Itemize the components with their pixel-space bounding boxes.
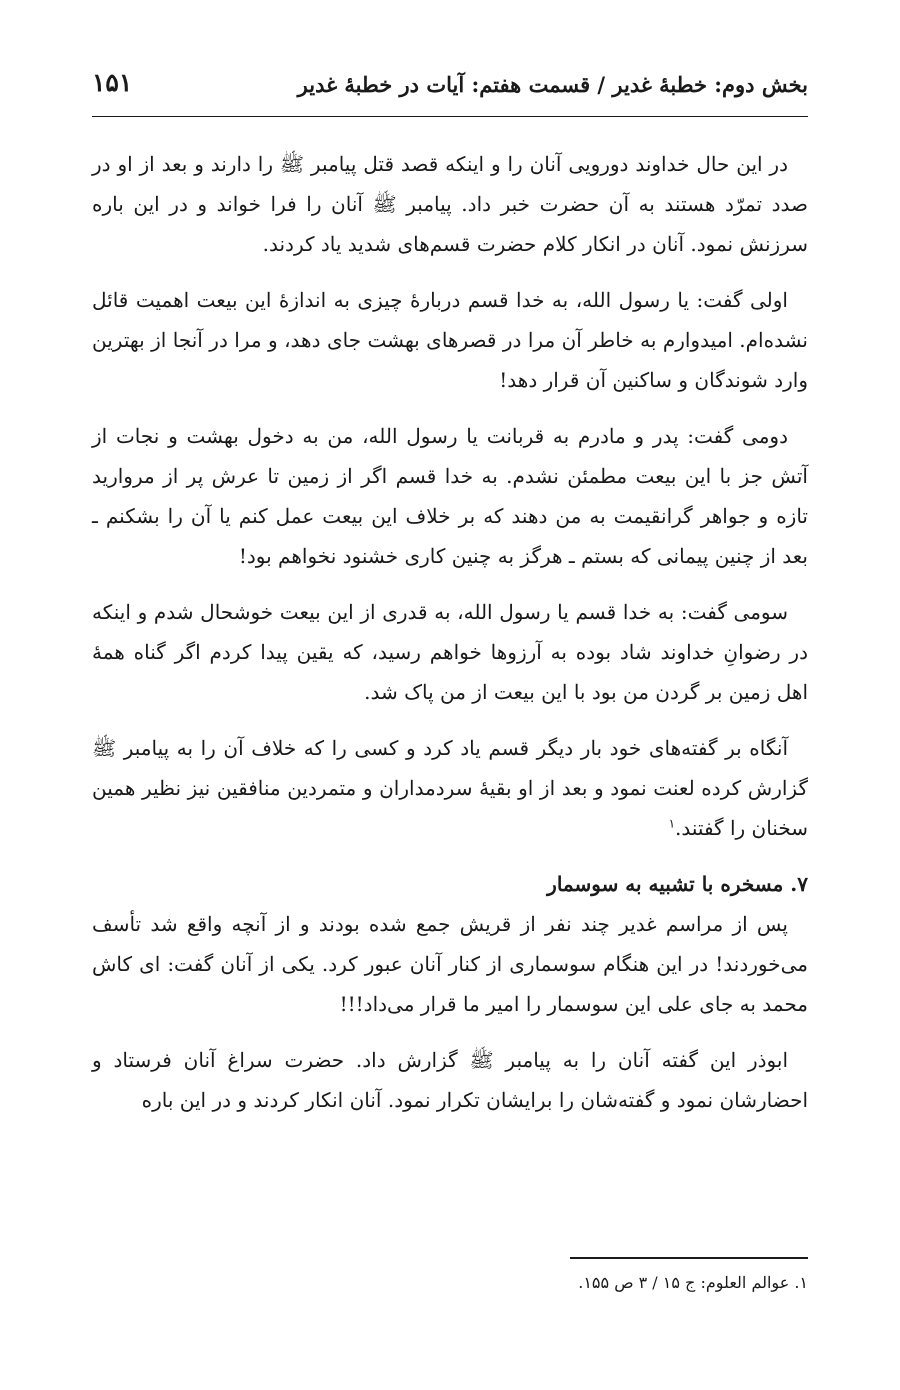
footnote-rule [570,1257,808,1259]
paragraph-5 [92,728,808,848]
paragraph-2: اولی گفت: یا رسول الله، به خدا قسم دربارهٔ چیزی به اندازهٔ این بیعت اهمیت قائل نشده‌ام. امیدوارم به خاطر آن مرا در قصرهای بهشت جای دهد، و مرا در آنجا از بهترین وارد شوندگان و ساکنین آن قرار دهد! [92,288,808,392]
footnote-reference[interactable]: ۱ [668,816,676,831]
paragraph-1: در این حال خداوند دورویی آنان را و اینکه قصد قتل پیامبر ﷺ را دارند و بعد از او در صدد تمرّد هستند به آن حضرت خبر داد. پیامبر ﷺ آنان را فرا خواند و در این باره سرزنش نمود. آنان در انکار کلام حضرت قسم‌های شدید یاد کردند. [92,152,808,256]
footnote: ۱. عوالم العلوم: ج ۱۵ / ۳ ص ۱۵۵. [578,1273,808,1292]
page-number: ۱۵۱ [92,68,133,97]
section-paragraph-2: ابوذر این گفته آنان را به پیامبر ﷺ گزارش داد. حضرت سراغ آنان فرستاد و احضارشان نمود و گفته‌شان را برایشان تکرار نمود. آنان انکار کردند و در این باره [92,1048,808,1112]
header-rule [92,116,808,117]
section-heading: ۷. مسخره با تشبیه به سوسمار [547,872,808,896]
running-head: بخش دوم: خطبهٔ غدیر / قسمت هفتم: آیات در خطبهٔ غدیر [297,72,808,97]
paragraph-4: سومی گفت: به خدا قسم یا رسول الله، به قدری از این بیعت خوشحال شدم و اینکه در رضوانِ خداوند شاد بوده به آرزوها خواهم رسید، که یقین پیدا کردم اگر گناه همهٔ اهل زمین بر گردن من بود با این بیعت از من پاک شد. [92,600,809,704]
section-paragraph-1: پس از مراسم غدیر چند نفر از قریش جمع شده بودند و از آنچه واقع شد تأسف می‌خوردند! در این هنگام سوسماری از کنار آنان عبور کرد. یکی از آنان گفت: ای کاش محمد به جای علی این سوسمار را امیر ما قرار می‌داد!!! [92,912,808,1016]
paragraph-3: دومی گفت: پدر و مادرم به قربانت یا رسول الله، من به دخول بهشت و نجات از آتش جز با این بیعت مطمئن نشدم. به خدا قسم اگر از زمین تا عرش پر از مروارید تازه و جواهر گرانقیمت به من دهند که بر خلاف این بیعت عمل کنم یا آن را بشکنم ـ بعد از چنین پیمانی که بستم ـ هرگز به چنین کاری خشنود نخواهم بود! [92,424,808,568]
book-page [92,0,808,1390]
paragraph-5-text: آنگاه بر گفته‌های خود بار دیگر قسم یاد کرد و کسی را که خلاف آن را به پیامبر ﷺ گزارش کرده لعنت نمود و بعد از او بقیهٔ سردمداران و متمردین منافقین نیز نظیر همین سخنان را گفتند. [92,736,808,840]
page-header [92,68,808,108]
body-text [92,144,808,1136]
